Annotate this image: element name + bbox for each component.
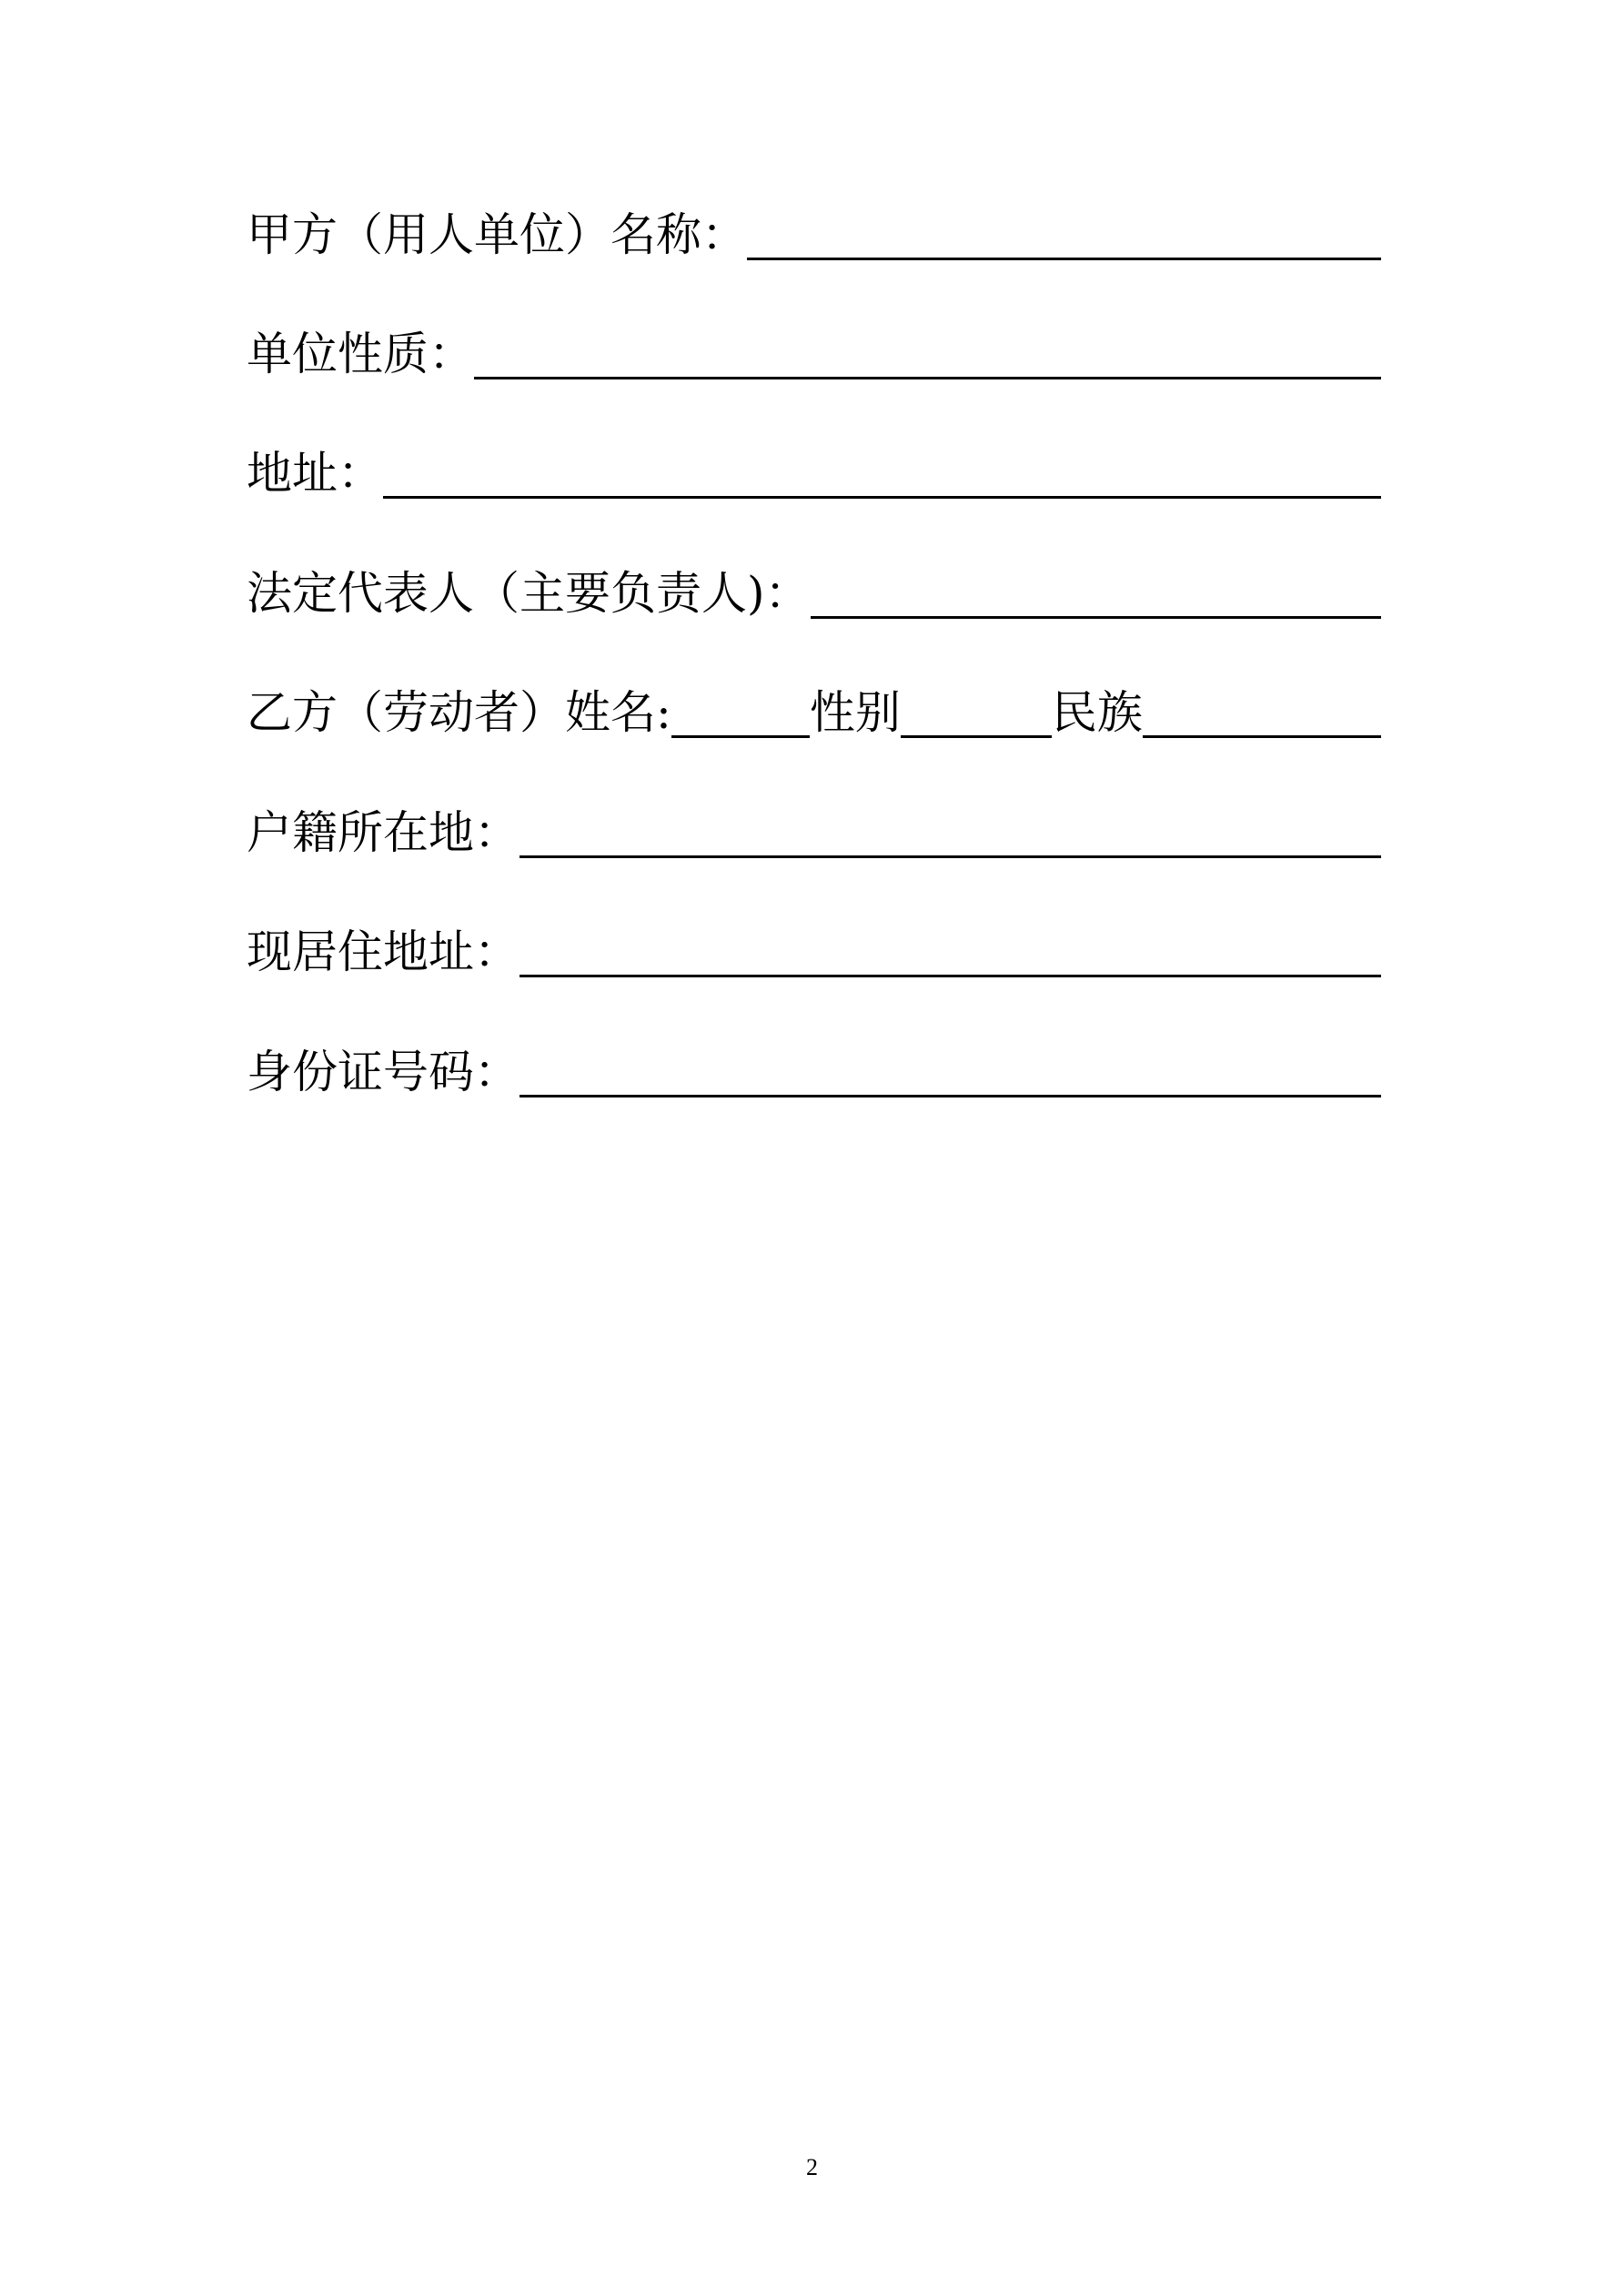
- employer-name-row: [247, 206, 1381, 264]
- legal-rep-field[interactable]: [811, 616, 1381, 619]
- id-number-field[interactable]: [519, 1095, 1381, 1097]
- employer-name-label: 甲方（用人单位）名称：: [247, 208, 747, 261]
- employee-name-label: 乙方（劳动者）姓名:: [247, 686, 671, 739]
- ethnicity-field[interactable]: [1143, 735, 1381, 738]
- employee-name-field[interactable]: [671, 735, 810, 738]
- page-number: 2: [806, 2154, 818, 2180]
- id-number-row: [247, 1043, 1381, 1101]
- household-registration-label: 户籍所在地：: [247, 806, 519, 859]
- gender-label: 性别: [809, 686, 901, 739]
- legal-rep-row: [247, 564, 1381, 622]
- address-label: 地址：: [247, 447, 383, 500]
- household-registration-field[interactable]: [519, 855, 1381, 858]
- legal-rep-label: 法定代表人（主要负责人)：: [247, 567, 811, 620]
- household-registration-row: [247, 804, 1381, 862]
- employer-type-field[interactable]: [474, 377, 1381, 379]
- id-number-label: 身份证号码：: [247, 1046, 519, 1098]
- gender-field[interactable]: [901, 735, 1052, 738]
- ethnicity-label: 民族: [1051, 686, 1143, 739]
- employer-type-row: [247, 325, 1381, 383]
- address-field[interactable]: [383, 496, 1381, 499]
- current-address-label: 现居住地址：: [247, 925, 519, 978]
- employer-type-label: 单位性质：: [247, 328, 474, 380]
- employee-info-row: [247, 683, 1381, 742]
- current-address-row: [247, 923, 1381, 981]
- employer-name-field[interactable]: [747, 258, 1381, 260]
- address-row: [247, 444, 1381, 502]
- current-address-field[interactable]: [519, 975, 1381, 977]
